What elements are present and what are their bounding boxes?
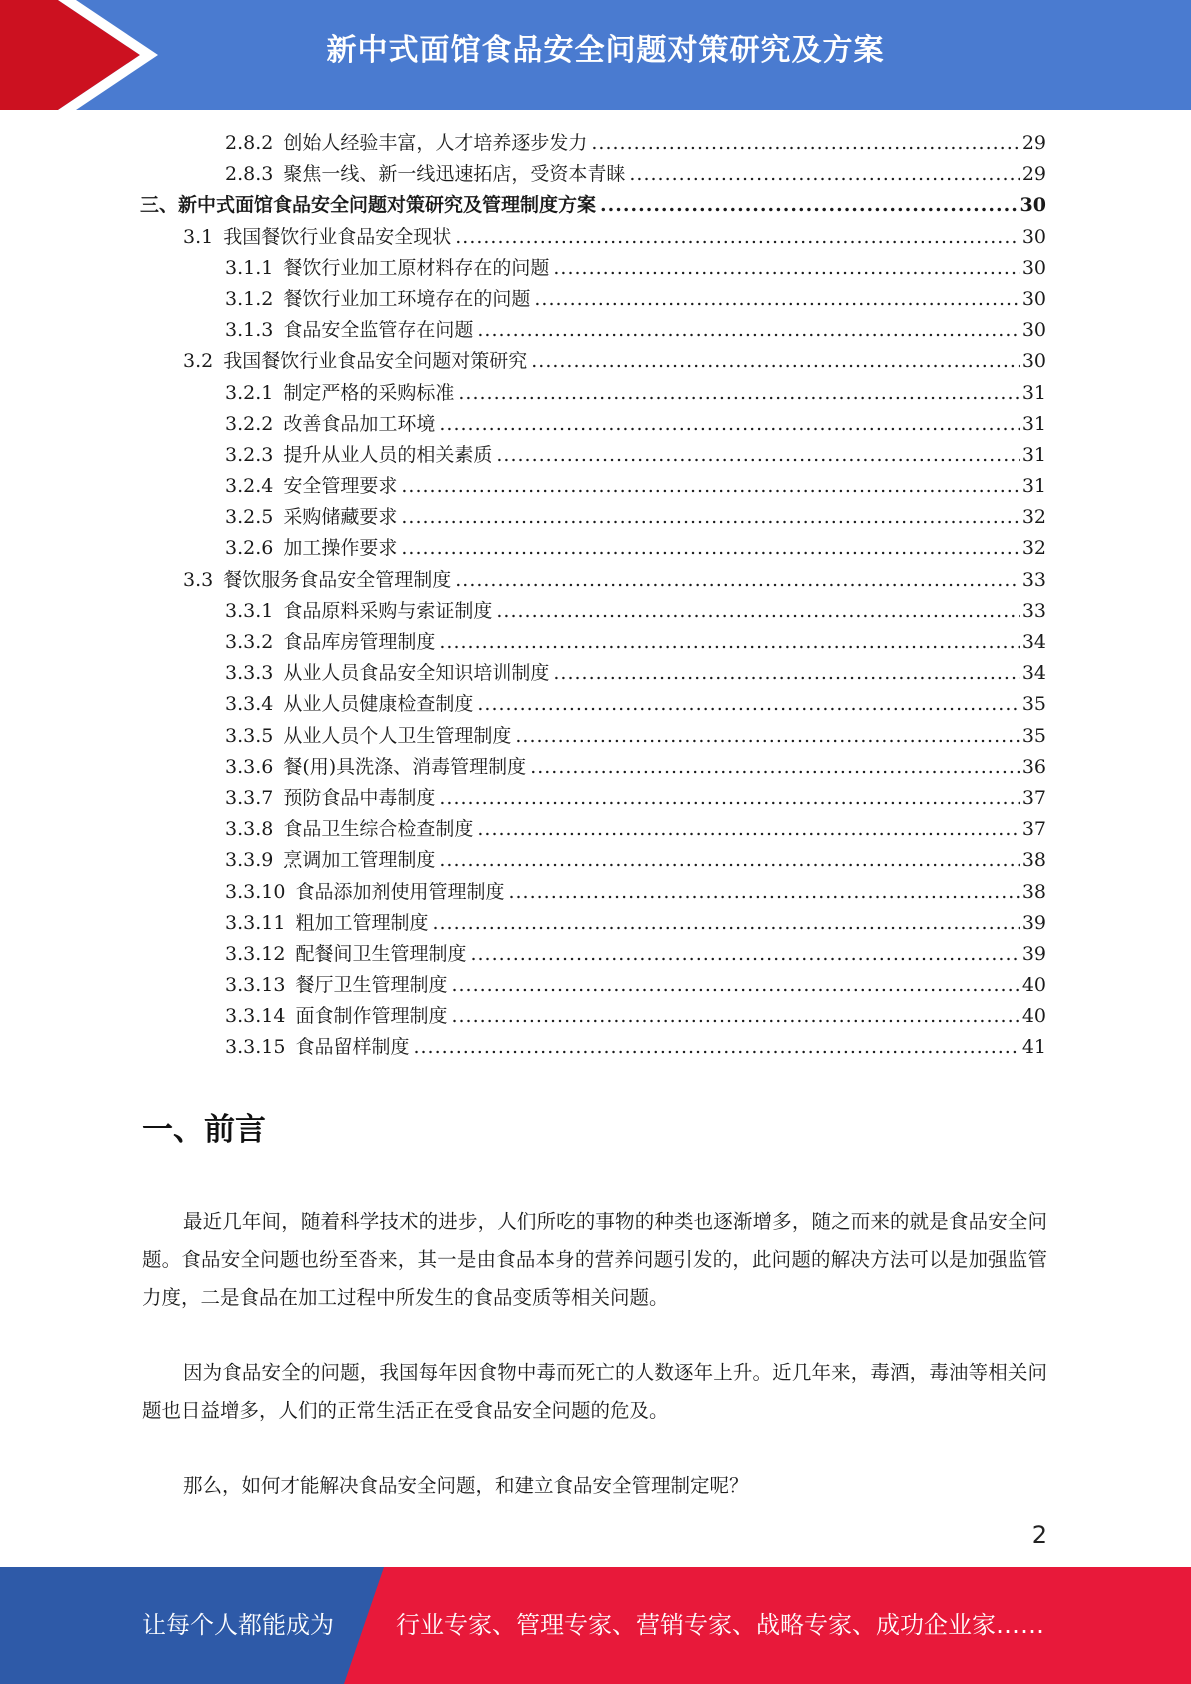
toc-entry[interactable] — [140, 502, 1046, 533]
toc-leader-dots — [530, 752, 1020, 783]
toc-entry[interactable] — [140, 939, 1046, 970]
page-number: 2 — [1031, 1521, 1047, 1549]
toc-entry[interactable] — [140, 658, 1046, 689]
toc-entry[interactable] — [140, 159, 1046, 190]
toc-leader-dots — [477, 315, 1019, 346]
toc-entry[interactable] — [140, 627, 1046, 658]
toc-entry-title: 面食制作管理制度 — [295, 1005, 448, 1028]
toc-entry[interactable] — [140, 565, 1046, 596]
toc-entry[interactable] — [140, 970, 1046, 1001]
toc-entry-page: 34 — [1021, 631, 1046, 653]
toc-leader-dots — [600, 190, 1018, 221]
toc-entry-page: 32 — [1021, 537, 1046, 560]
toc-entry[interactable] — [140, 533, 1046, 564]
toc-entry-number: 3.3.15 — [225, 1036, 286, 1059]
toc-entry-page: 34 — [1021, 662, 1046, 685]
toc-entry[interactable] — [140, 346, 1046, 377]
toc-entry-page: 33 — [1021, 599, 1046, 622]
toc-entry[interactable] — [140, 845, 1046, 876]
toc-entry-page: 31 — [1021, 412, 1046, 435]
paragraph: 因为食品安全的问题，我国每年因食物中毒而死亡的人数逐年上升。近几年来，毒酒，毒油等相关问题也日益增多，人们的正常生活正在受食品安全问题的危及。 — [142, 1361, 1047, 1422]
toc-leader-dots — [629, 159, 1019, 190]
toc-entry[interactable] — [140, 1001, 1046, 1032]
toc-entry-title: 采购储藏要求 — [283, 506, 398, 529]
toc-entry[interactable] — [140, 1032, 1046, 1063]
toc-leader-dots — [553, 253, 1019, 284]
toc-leader-dots — [477, 689, 1019, 720]
toc-entry[interactable] — [140, 409, 1046, 440]
toc-entry[interactable] — [140, 471, 1046, 502]
toc-entry-page: 38 — [1021, 880, 1046, 903]
toc-entry-page: 36 — [1021, 755, 1046, 778]
toc-entry-number: 3.3.5 — [225, 724, 274, 747]
paragraph: 最近几年间，随着科学技术的进步，人们所吃的事物的种类也逐渐增多，随之而来的就是食品安全问题。食品安全问题也纷至沓来，其一是由食品本身的营养问题引发的，此问题的解决方法可以是加强监管力度，二是食品在加工过程中所发生的食品变质等相关问题。 — [142, 1210, 1047, 1309]
toc-entry-number: 3.2.3 — [225, 443, 274, 466]
toc-leader-dots — [508, 877, 1019, 908]
footer-slogan-left: 让每个人都能成为 — [142, 1611, 334, 1639]
toc-leader-dots — [455, 222, 1020, 253]
toc-entry-page: 35 — [1021, 693, 1046, 716]
toc-entry-number: 3.3.11 — [225, 911, 286, 934]
toc-entry-title: 制定严格的采购标准 — [283, 381, 455, 404]
toc-entry[interactable] — [140, 689, 1046, 720]
toc-entry-title: 食品留样制度 — [295, 1036, 410, 1059]
toc-entry-title: 改善食品加工环境 — [283, 412, 436, 435]
toc-entry-number: 3.3.3 — [225, 662, 274, 685]
toc-entry-title: 加工操作要求 — [283, 537, 398, 560]
toc-leader-dots — [451, 970, 1019, 1001]
toc-entry-page: 39 — [1021, 942, 1046, 965]
toc-entry-title: 配餐间卫生管理制度 — [295, 942, 467, 965]
toc-entry-page: 30 — [1019, 194, 1046, 217]
toc-entry-page: 31 — [1021, 475, 1046, 498]
toc-entry[interactable] — [140, 440, 1046, 471]
toc-entry[interactable] — [140, 721, 1046, 752]
toc-entry-number: 3.3.13 — [225, 974, 286, 997]
toc-leader-dots — [458, 378, 1019, 409]
toc-entry-page: 30 — [1021, 350, 1046, 373]
toc-entry[interactable] — [140, 908, 1046, 939]
toc-entry-page: 35 — [1021, 724, 1046, 747]
toc-entry-number: 3.3.4 — [225, 693, 274, 716]
toc-entry-page: 31 — [1021, 381, 1046, 404]
toc-leader-dots — [496, 596, 1019, 627]
toc-entry-number: 3.2.4 — [225, 475, 274, 498]
toc-entry[interactable] — [140, 284, 1046, 315]
header-title: 新中式面馆食品安全问题对策研究及方案 — [326, 33, 885, 68]
toc-entry-page: 32 — [1021, 506, 1046, 529]
toc-entry-title: 餐饮服务食品安全管理制度 — [223, 568, 452, 591]
toc-entry-number: 3.2.2 — [225, 412, 274, 435]
toc-entry-number: 3.3.10 — [225, 880, 286, 903]
toc-leader-dots — [515, 721, 1019, 752]
toc-entry-number: 3.3.6 — [225, 755, 274, 778]
toc-entry-page: 30 — [1021, 287, 1046, 310]
toc-entry-number: 3.3.2 — [225, 631, 274, 653]
toc-entry-title: 食品原料采购与索证制度 — [283, 599, 493, 622]
toc-entry-title: 我国餐饮行业食品安全现状 — [223, 225, 452, 248]
toc-entry-title: 食品添加剂使用管理制度 — [295, 880, 505, 903]
toc-entry-page: 29 — [1021, 163, 1046, 186]
toc-entry-title: 食品库房管理制度 — [283, 631, 436, 653]
toc-entry-page: 31 — [1021, 443, 1046, 466]
toc-leader-dots — [451, 1001, 1019, 1032]
toc-leader-dots — [432, 908, 1019, 939]
toc-entry-number: 3.1.2 — [225, 287, 274, 310]
body-text — [142, 1203, 1047, 1542]
toc-entry[interactable] — [140, 877, 1046, 908]
toc-entry-number: 3.3.14 — [225, 1005, 286, 1028]
toc-entry-page: 30 — [1021, 319, 1046, 342]
toc-entry-title: 三、新中式面馆食品安全问题对策研究及管理制度方案 — [140, 194, 597, 217]
toc-entry-title: 餐饮行业加工原材料存在的问题 — [283, 256, 550, 279]
toc-entry[interactable] — [140, 128, 1046, 159]
toc-entry-page: 40 — [1021, 1005, 1046, 1028]
table-of-contents — [140, 128, 1046, 1064]
toc-entry-title: 我国餐饮行业食品安全问题对策研究 — [223, 350, 528, 373]
toc-entry-number: 3.2 — [183, 350, 214, 373]
toc-entry-page: 38 — [1021, 849, 1046, 872]
toc-leader-dots — [470, 939, 1019, 970]
toc-entry-number: 3.3.8 — [225, 818, 274, 841]
toc-entry[interactable] — [140, 596, 1046, 627]
toc-entry-title: 从业人员个人卫生管理制度 — [283, 724, 512, 747]
toc-entry-page: 30 — [1021, 225, 1046, 248]
page-header — [0, 0, 1191, 110]
toc-entry-number: 3.3.1 — [225, 599, 274, 622]
toc-entry-title: 安全管理要求 — [283, 475, 398, 498]
toc-entry-number: 3.1 — [183, 225, 214, 248]
toc-entry-number: 3.3 — [183, 568, 214, 591]
toc-leader-dots — [531, 346, 1020, 377]
toc-entry-title: 食品卫生综合检查制度 — [283, 818, 474, 841]
toc-entry-title: 粗加工管理制度 — [295, 911, 429, 934]
toc-entry-title: 从业人员食品安全知识培训制度 — [283, 662, 550, 685]
toc-entry-page: 29 — [1021, 132, 1046, 154]
toc-entry-title: 食品安全监管存在问题 — [283, 319, 474, 342]
toc-entry-page: 40 — [1021, 974, 1046, 997]
toc-entry-title: 从业人员健康检查制度 — [283, 693, 474, 716]
toc-entry[interactable] — [140, 378, 1046, 409]
toc-entry-title: 餐厅卫生管理制度 — [295, 974, 448, 997]
toc-entry-page: 37 — [1021, 786, 1046, 809]
toc-entry-title: 烹调加工管理制度 — [283, 849, 436, 872]
toc-entry[interactable] — [140, 190, 1046, 221]
toc-entry-number: 2.8.3 — [225, 163, 274, 186]
toc-entry-title: 聚焦一线、新一线迅速拓店，受资本青睐 — [283, 163, 626, 186]
toc-entry-number: 3.3.12 — [225, 942, 286, 965]
toc-entry-number: 3.3.9 — [225, 849, 274, 872]
toc-entry[interactable] — [140, 222, 1046, 253]
toc-entry-page: 37 — [1021, 818, 1046, 841]
toc-leader-dots — [591, 128, 1019, 159]
toc-entry-page: 30 — [1021, 256, 1046, 279]
toc-leader-dots — [496, 440, 1019, 471]
page-footer — [0, 1567, 1191, 1684]
toc-leader-dots — [439, 627, 1019, 658]
toc-leader-dots — [401, 502, 1019, 533]
section-heading: 一、前言 — [142, 1112, 266, 1148]
toc-entry[interactable] — [140, 752, 1046, 783]
toc-entry-number: 3.1.1 — [225, 256, 274, 279]
toc-leader-dots — [534, 284, 1019, 315]
toc-entry-page: 39 — [1021, 911, 1046, 934]
toc-entry-number: 3.2.1 — [225, 381, 274, 404]
toc-leader-dots — [401, 533, 1019, 564]
toc-entry-title: 创始人经验丰富，人才培养逐步发力 — [283, 132, 588, 154]
toc-entry-number: 2.8.2 — [225, 132, 274, 154]
toc-entry-title: 提升从业人员的相关素质 — [283, 443, 493, 466]
toc-leader-dots — [455, 565, 1020, 596]
toc-leader-dots — [477, 814, 1019, 845]
toc-entry-title: 预防食品中毒制度 — [283, 786, 436, 809]
toc-entry-number: 3.2.5 — [225, 506, 274, 529]
toc-entry-title: 餐饮行业加工环境存在的问题 — [283, 287, 531, 310]
toc-entry-page: 41 — [1021, 1036, 1046, 1059]
toc-leader-dots — [553, 658, 1019, 689]
toc-entry-number: 3.1.3 — [225, 319, 274, 342]
toc-leader-dots — [413, 1032, 1019, 1063]
footer-slogan-right: 行业专家、管理专家、营销专家、战略专家、成功企业家…… — [396, 1611, 1044, 1639]
toc-entry-title: 餐(用)具洗涤、消毒管理制度 — [283, 755, 527, 778]
toc-entry-page: 33 — [1021, 568, 1046, 591]
toc-entry-number: 3.3.7 — [225, 786, 274, 809]
toc-leader-dots — [439, 783, 1019, 814]
toc-entry[interactable] — [140, 253, 1046, 284]
paragraph: 那么，如何才能解决食品安全问题，和建立食品安全管理制定呢？ — [183, 1474, 749, 1497]
toc-leader-dots — [401, 471, 1019, 502]
toc-entry-number: 3.2.6 — [225, 537, 274, 560]
toc-entry[interactable] — [140, 783, 1046, 814]
toc-leader-dots — [439, 409, 1019, 440]
toc-leader-dots — [439, 845, 1019, 876]
toc-entry[interactable] — [140, 315, 1046, 346]
toc-entry[interactable] — [140, 814, 1046, 845]
